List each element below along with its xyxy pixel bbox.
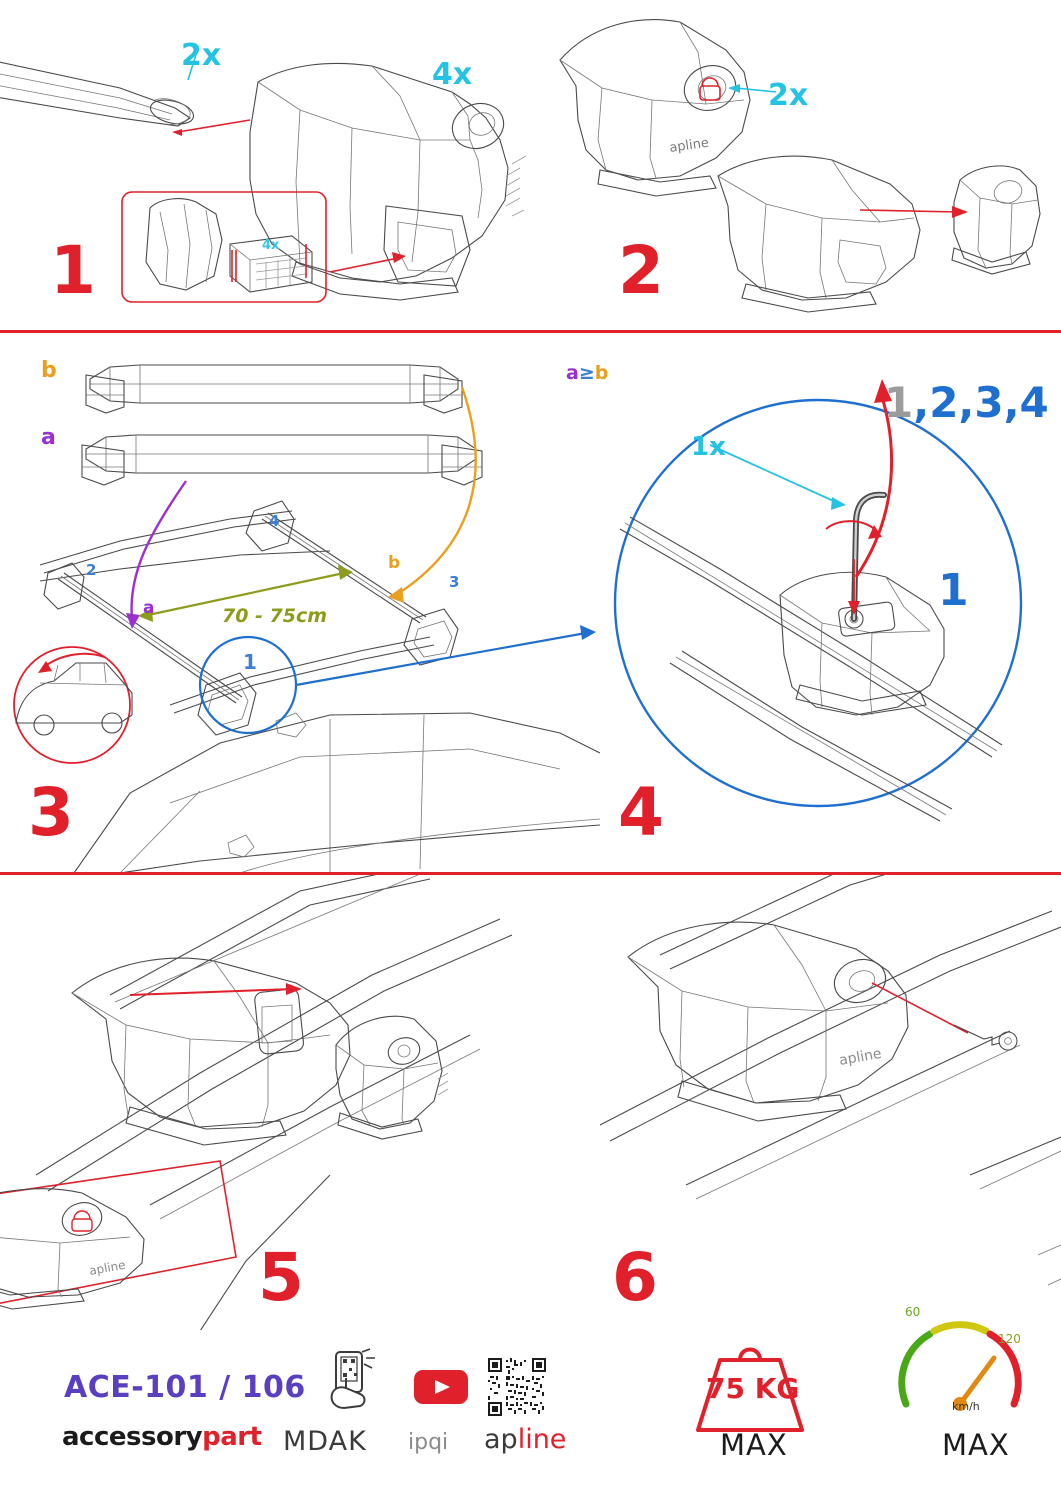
svg-text:apline: apline [668,135,710,156]
brand-ipqi: ipqi [408,1430,449,1455]
qr-code-icon [488,1358,546,1416]
gauge-scale-min: 60 [905,1305,921,1319]
youtube-icon[interactable] [412,1366,470,1408]
tighten-order-label [884,378,1049,427]
step-number-6: 6 [612,1239,656,1316]
bar-label-b: b [41,358,57,383]
corner-order-1: 1 [243,650,257,674]
callout-bar-end-cap-qty: 2x [181,38,222,73]
first-bolt-number: 1 [938,565,969,616]
brand-apline [484,1424,566,1455]
bar-label-a: a [41,425,56,450]
brand-accessorypart-part2: part [202,1422,262,1452]
svg-text:apline: apline [837,1045,883,1069]
callout-rubber-pad-qty: 4x [262,238,280,253]
brand-accessorypart-part1: accessory [62,1422,203,1452]
brand-mdak: MDAK [283,1426,367,1457]
tighten-order-first: 1 [884,378,914,427]
callout-foot-assembly-qty: 4x [432,57,473,92]
condition-a-ge-b: a≥b [566,362,609,384]
step-number-2: 2 [618,232,662,309]
brand-apline-part2: line [517,1424,567,1455]
model-code: ACE-101 / 106 [64,1370,306,1405]
svg-text:apline: apline [88,1257,127,1278]
max-load-value: 75 KG [706,1372,800,1405]
bar-label-a-small: a [143,598,155,618]
corner-order-3: 3 [449,573,460,591]
bar-label-b-small: b [388,553,401,573]
tighten-order-rest: ,2,3,4 [913,378,1049,427]
step-number-3: 3 [28,774,72,851]
callout-cover-qty: 2x [768,78,809,113]
max-load-label: MAX [720,1428,788,1462]
step-number-4: 4 [618,774,662,851]
step-number-5: 5 [258,1239,302,1316]
gauge-scale-max: 120 [998,1332,1021,1346]
corner-order-2: 2 [86,561,97,579]
step-number-1: 1 [50,232,94,309]
scan-qr-icon [322,1348,392,1418]
max-speed-label: MAX [942,1428,1010,1462]
step-3-illustration [0,333,600,872]
brand-apline-part1: ap [484,1424,518,1455]
callout-tool-qty: 1x [691,432,726,462]
brand-accessorypart [62,1422,262,1452]
corner-order-4: 4 [269,512,280,530]
spacing-dimension-label: 70 - 75cm [222,605,328,627]
speed-unit-label: km/h [952,1400,980,1413]
